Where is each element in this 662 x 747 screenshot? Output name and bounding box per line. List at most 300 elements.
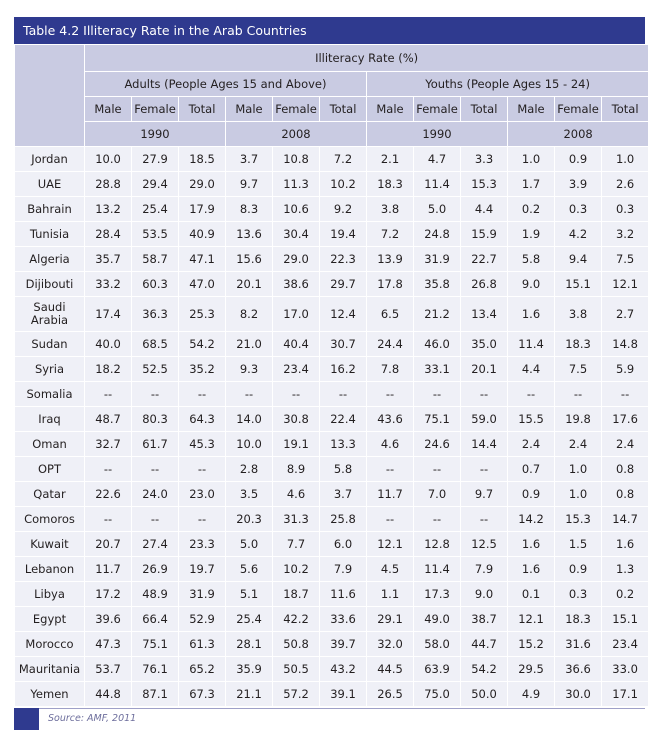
value-cell: 29.1 [367,607,414,632]
country-name: OPT [37,462,61,476]
column-header-male: Male [367,97,414,122]
value-cell: 9.0 [461,582,508,607]
value-cell: 5.0 [226,532,273,557]
value-cell: -- [461,507,508,532]
value-cell: 0.2 [508,197,555,222]
table-row [15,222,649,247]
value-cell: -- [367,507,414,532]
value-cell: 11.4 [414,557,461,582]
value-cell: 33.1 [414,357,461,382]
value-cell: 4.4 [461,197,508,222]
value-cell: 11.7 [85,557,132,582]
country-name: Libya [34,587,65,601]
value-cell: 14.0 [226,407,273,432]
column-header-total: Total [179,97,226,122]
value-cell: -- [508,382,555,407]
value-cell: 1.6 [508,557,555,582]
value-cell: 5.8 [320,457,367,482]
value-cell: 1.6 [508,297,555,332]
table-row [15,557,649,582]
country-cell [15,172,85,197]
value-cell: -- [85,382,132,407]
value-cell: 44.5 [367,657,414,682]
value-cell: 18.5 [179,147,226,172]
value-cell: 0.9 [555,147,602,172]
value-cell: 50.5 [273,657,320,682]
value-cell: 1.5 [555,532,602,557]
value-cell: 12.5 [461,532,508,557]
value-cell: 87.1 [132,682,179,707]
column-header-male: Male [508,97,555,122]
value-cell: 15.1 [602,607,649,632]
value-cell: 8.3 [226,197,273,222]
value-cell: 13.6 [226,222,273,247]
value-cell: 1.6 [602,532,649,557]
value-cell: 46.0 [414,332,461,357]
value-cell: 3.2 [602,222,649,247]
table-header [15,45,649,147]
value-cell: 47.0 [179,272,226,297]
value-cell: 30.8 [273,407,320,432]
value-cell: 0.3 [602,197,649,222]
value-cell: 53.7 [85,657,132,682]
value-cell: 16.2 [320,357,367,382]
value-cell: 6.5 [367,297,414,332]
value-cell: 1.9 [508,222,555,247]
value-cell: 5.0 [414,197,461,222]
country-cell [15,532,85,557]
table-row [15,657,649,682]
value-cell: 35.2 [179,357,226,382]
value-cell: 50.0 [461,682,508,707]
value-cell: 39.7 [320,632,367,657]
value-cell: 7.0 [414,482,461,507]
value-cell: 9.2 [320,197,367,222]
value-cell: 59.0 [461,407,508,432]
value-cell: 24.6 [414,432,461,457]
value-cell: 2.7 [602,297,649,332]
value-cell: 35.0 [461,332,508,357]
value-cell: 9.7 [461,482,508,507]
value-cell: -- [179,457,226,482]
value-cell: 15.2 [508,632,555,657]
value-cell: 17.8 [367,272,414,297]
table-row [15,432,649,457]
value-cell: 25.4 [132,197,179,222]
value-cell: 33.2 [85,272,132,297]
illiteracy-table [14,44,649,707]
value-cell: 58.0 [414,632,461,657]
value-cell: 26.8 [461,272,508,297]
value-cell: 47.1 [179,247,226,272]
value-cell: 23.3 [179,532,226,557]
value-cell: 0.9 [508,482,555,507]
country-name: Egypt [32,612,67,626]
table-row [15,482,649,507]
value-cell: -- [85,507,132,532]
value-cell: 3.7 [320,482,367,507]
value-cell: 20.1 [226,272,273,297]
value-cell: 36.3 [132,297,179,332]
value-cell: 3.7 [226,147,273,172]
header-group-adults: Adults (People Ages 15 and Above) [85,72,367,97]
value-cell: 0.9 [555,557,602,582]
table-row [15,357,649,382]
value-cell: -- [414,382,461,407]
value-cell: 7.5 [602,247,649,272]
country-cell [15,407,85,432]
table-row [15,582,649,607]
value-cell: 22.7 [461,247,508,272]
value-cell: 23.0 [179,482,226,507]
value-cell: 12.1 [367,532,414,557]
value-cell: 80.3 [132,407,179,432]
value-cell: 11.3 [273,172,320,197]
value-cell: 14.2 [508,507,555,532]
value-cell: 3.5 [226,482,273,507]
value-cell: 10.2 [273,557,320,582]
value-cell: -- [555,382,602,407]
value-cell: 1.3 [602,557,649,582]
column-header-female: Female [132,97,179,122]
value-cell: 2.6 [602,172,649,197]
value-cell: 32.7 [85,432,132,457]
value-cell: 50.8 [273,632,320,657]
value-cell: 23.4 [602,632,649,657]
value-cell: 25.3 [179,297,226,332]
value-cell: 23.4 [273,357,320,382]
value-cell: 11.4 [508,332,555,357]
header-year: 1990 [85,122,226,147]
value-cell: 9.0 [508,272,555,297]
value-cell: -- [367,382,414,407]
value-cell: 11.7 [367,482,414,507]
country-name: Iraq [38,412,61,426]
value-cell: 17.4 [85,297,132,332]
table-row [15,197,649,222]
value-cell: 20.1 [461,357,508,382]
country-cell [15,657,85,682]
value-cell: 18.3 [555,607,602,632]
value-cell: 4.2 [555,222,602,247]
table-row [15,147,649,172]
value-cell: 33.0 [602,657,649,682]
value-cell: 14.7 [602,507,649,532]
value-cell: -- [132,457,179,482]
country-cell [15,297,85,332]
value-cell: 48.9 [132,582,179,607]
value-cell: 25.8 [320,507,367,532]
value-cell: 1.6 [508,532,555,557]
value-cell: 2.4 [602,432,649,457]
value-cell: -- [320,382,367,407]
country-cell [15,632,85,657]
value-cell: 43.2 [320,657,367,682]
value-cell: 44.7 [461,632,508,657]
value-cell: 30.4 [273,222,320,247]
value-cell: 15.3 [461,172,508,197]
value-cell: -- [132,507,179,532]
value-cell: 19.8 [555,407,602,432]
value-cell: 14.8 [602,332,649,357]
value-cell: 20.7 [85,532,132,557]
country-cell [15,332,85,357]
value-cell: 15.5 [508,407,555,432]
value-cell: 3.8 [367,197,414,222]
value-cell: 68.5 [132,332,179,357]
country-name: Kuwait [30,537,69,551]
value-cell: 17.6 [602,407,649,432]
value-cell: 15.3 [555,507,602,532]
value-cell: 0.3 [555,197,602,222]
value-cell: 21.2 [414,297,461,332]
value-cell: 42.2 [273,607,320,632]
value-cell: 7.2 [320,147,367,172]
value-cell: 35.9 [226,657,273,682]
value-cell: 1.0 [508,147,555,172]
value-cell: 13.3 [320,432,367,457]
value-cell: 67.3 [179,682,226,707]
header-main: Illiteracy Rate (%) [85,45,649,72]
value-cell: 40.9 [179,222,226,247]
country-cell [15,457,85,482]
country-cell [15,582,85,607]
value-cell: 45.3 [179,432,226,457]
value-cell: 1.0 [555,457,602,482]
value-cell: 32.0 [367,632,414,657]
table-row [15,507,649,532]
value-cell: 1.1 [367,582,414,607]
value-cell: 75.1 [132,632,179,657]
value-cell: 2.1 [367,147,414,172]
value-cell: 64.3 [179,407,226,432]
table-row [15,632,649,657]
value-cell: 61.7 [132,432,179,457]
source-bar [14,708,645,732]
value-cell: 44.8 [85,682,132,707]
value-cell: 7.2 [367,222,414,247]
header-year: 1990 [367,122,508,147]
value-cell: 7.9 [461,557,508,582]
column-header-male: Male [85,97,132,122]
value-cell: 35.8 [414,272,461,297]
country-cell [15,147,85,172]
value-cell: 18.2 [85,357,132,382]
value-cell: 48.7 [85,407,132,432]
value-cell: 66.4 [132,607,179,632]
value-cell: 29.0 [273,247,320,272]
country-name: Somalia [26,387,73,401]
value-cell: 65.2 [179,657,226,682]
value-cell: 63.9 [414,657,461,682]
value-cell: 13.4 [461,297,508,332]
country-name: Morocco [25,637,74,651]
value-cell: 31.9 [414,247,461,272]
table-row [15,457,649,482]
value-cell: 24.0 [132,482,179,507]
table-row [15,247,649,272]
column-header-female: Female [414,97,461,122]
value-cell: 29.4 [132,172,179,197]
value-cell: -- [461,382,508,407]
country-cell [15,682,85,707]
value-cell: -- [179,382,226,407]
value-cell: 61.3 [179,632,226,657]
value-cell: 0.1 [508,582,555,607]
value-cell: 21.0 [226,332,273,357]
source-marker [14,708,39,730]
country-cell [15,607,85,632]
country-cell [15,557,85,582]
value-cell: 75.1 [414,407,461,432]
value-cell: -- [461,457,508,482]
country-name: Yemen [30,687,69,701]
country-name: Syria [34,362,65,376]
value-cell: 36.6 [555,657,602,682]
value-cell: 30.7 [320,332,367,357]
value-cell: 8.9 [273,457,320,482]
value-cell: 27.4 [132,532,179,557]
value-cell: 11.4 [414,172,461,197]
value-cell: 3.8 [555,297,602,332]
value-cell: 29.5 [508,657,555,682]
value-cell: 58.7 [132,247,179,272]
value-cell: 20.3 [226,507,273,532]
country-name: Qatar [33,487,66,501]
value-cell: 39.6 [85,607,132,632]
value-cell: 13.9 [367,247,414,272]
value-cell: 4.6 [273,482,320,507]
value-cell: 7.7 [273,532,320,557]
table-row [15,532,649,557]
value-cell: 0.2 [602,582,649,607]
value-cell: 31.9 [179,582,226,607]
value-cell: 27.9 [132,147,179,172]
country-name: Bahrain [27,202,72,216]
value-cell: 54.2 [179,332,226,357]
country-cell [15,357,85,382]
value-cell: 47.3 [85,632,132,657]
column-header-total: Total [461,97,508,122]
value-cell: 17.9 [179,197,226,222]
value-cell: 40.0 [85,332,132,357]
value-cell: 31.6 [555,632,602,657]
header-year: 2008 [226,122,367,147]
value-cell: 28.8 [85,172,132,197]
value-cell: 4.9 [508,682,555,707]
country-name: Tunisia [29,227,70,241]
value-cell: 43.6 [367,407,414,432]
value-cell: 13.2 [85,197,132,222]
value-cell: 15.6 [226,247,273,272]
value-cell: 2.8 [226,457,273,482]
value-cell: 76.1 [132,657,179,682]
value-cell: -- [85,457,132,482]
value-cell: 7.5 [555,357,602,382]
value-cell: 9.3 [226,357,273,382]
table-body [15,147,649,707]
column-header-male: Male [226,97,273,122]
value-cell: 17.1 [602,682,649,707]
value-cell: 24.4 [367,332,414,357]
value-cell: 22.6 [85,482,132,507]
value-cell: 5.1 [226,582,273,607]
value-cell: 11.6 [320,582,367,607]
value-cell: 10.2 [320,172,367,197]
value-cell: -- [273,382,320,407]
value-cell: 4.5 [367,557,414,582]
column-header-total: Total [602,97,649,122]
country-name: Algeria [29,252,70,266]
value-cell: 40.4 [273,332,320,357]
value-cell: 6.0 [320,532,367,557]
country-cell [15,382,85,407]
value-cell: 29.7 [320,272,367,297]
value-cell: 4.4 [508,357,555,382]
value-cell: 15.9 [461,222,508,247]
value-cell: 15.1 [555,272,602,297]
table-row [15,172,649,197]
country-name: Sudan [31,337,68,351]
value-cell: 10.6 [273,197,320,222]
country-name: Jordan [31,152,68,166]
value-cell: 38.6 [273,272,320,297]
value-cell: 52.9 [179,607,226,632]
country-cell [15,247,85,272]
country-cell [15,272,85,297]
source-divider [14,708,645,709]
country-cell [15,222,85,247]
value-cell: 25.4 [226,607,273,632]
country-cell [15,432,85,457]
column-header-total: Total [320,97,367,122]
table-row [15,272,649,297]
value-cell: 17.0 [273,297,320,332]
table-row [15,607,649,632]
table-row [15,382,649,407]
value-cell: 9.4 [555,247,602,272]
value-cell: 26.5 [367,682,414,707]
value-cell: 28.1 [226,632,273,657]
value-cell: 49.0 [414,607,461,632]
value-cell: 4.7 [414,147,461,172]
value-cell: 5.6 [226,557,273,582]
value-cell: 57.2 [273,682,320,707]
table-title: Table 4.2 Illiteracy Rate in the Arab Countries [14,17,645,44]
value-cell: 0.8 [602,482,649,507]
header-group-youths: Youths (People Ages 15 - 24) [367,72,649,97]
column-header-female: Female [273,97,320,122]
table-row [15,407,649,432]
value-cell: 1.0 [602,147,649,172]
value-cell: -- [179,507,226,532]
country-cell [15,482,85,507]
country-cell [15,507,85,532]
value-cell: 28.4 [85,222,132,247]
header-year: 2008 [508,122,649,147]
value-cell: 19.7 [179,557,226,582]
country-cell [15,197,85,222]
value-cell: 18.3 [555,332,602,357]
value-cell: -- [132,382,179,407]
value-cell: 54.2 [461,657,508,682]
value-cell: 1.7 [508,172,555,197]
value-cell: -- [602,382,649,407]
value-cell: 21.1 [226,682,273,707]
value-cell: 0.8 [602,457,649,482]
value-cell: 8.2 [226,297,273,332]
value-cell: 35.7 [85,247,132,272]
